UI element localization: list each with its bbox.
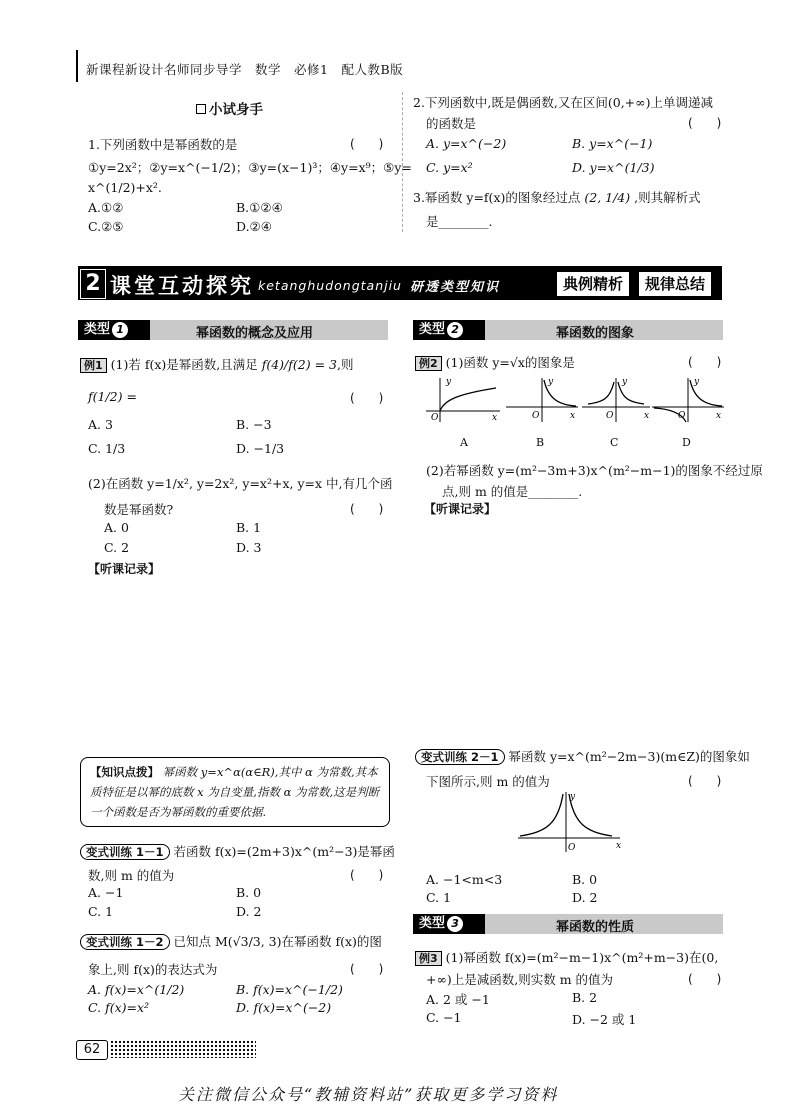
knowledge-tip-text: 【知识点拨】 幂函数 y=x^α(α∈R),其中 α 为常数,其本质特征是以幂的底数 x 为自变量,指数 α 为常数,这是判断一个函数是否为幂函数的重要依据. <box>90 765 380 819</box>
example2-q2-line1: (2)若幂函数 y=(m²−3m+3)x^(m²−m−1)的图象不经过原 <box>426 463 763 478</box>
example1-label: 例1 <box>80 358 107 373</box>
example2-paren: ( ) <box>688 355 722 369</box>
type2-title: 幂函数的图象 <box>556 326 635 341</box>
train21-paren: ( ) <box>688 774 722 788</box>
example3-option-c: C. −1 <box>426 1010 462 1025</box>
trial-q2-paren: ( ) <box>688 116 722 130</box>
graph-b-x-label: x <box>570 411 576 421</box>
example1-q2-line2: 数是幂函数? <box>104 502 174 517</box>
train12-option-d: D. f(x)=x^(−2) <box>236 1000 332 1015</box>
banner-tag-examples: 典例精析 <box>556 271 630 297</box>
type3-title: 幂函数的性质 <box>556 920 635 935</box>
trial-q2-stem2: 的函数是 <box>426 116 477 131</box>
train21-line2: 下图所示,则 m 的值为 <box>426 774 550 789</box>
train21-origin: O <box>568 843 576 853</box>
example1-paren1: ( ) <box>350 391 384 405</box>
trial-q2-option-c: C. y=x² <box>426 160 473 175</box>
page-number: 62 <box>76 1040 108 1060</box>
example1-q2-option-d: D. 3 <box>236 540 262 555</box>
train21-option-b: B. 0 <box>572 872 598 887</box>
train11-option-d: D. 2 <box>236 904 262 919</box>
trial-title: 小试身手 <box>196 98 263 118</box>
graph-d-origin: O <box>678 411 686 421</box>
type1-title: 幂函数的概念及应用 <box>196 326 314 341</box>
trial-q3-line2: 是________. <box>426 214 493 229</box>
train12-option-c: C. f(x)=x² <box>88 1000 150 1015</box>
train12-paren: ( ) <box>350 962 384 976</box>
trial-q1-paren: ( ) <box>350 137 384 151</box>
train12-option-b: B. f(x)=x^(−1/2) <box>236 982 343 997</box>
train21-y-label: y <box>570 792 576 802</box>
train11-line2: 数,则 m 的值为 <box>88 868 175 883</box>
banner-title: 课堂互动探究 <box>110 274 254 298</box>
type2-tag: 类型 2 <box>413 320 485 340</box>
graph-a-x-label: x <box>492 413 498 423</box>
trial-q2-option-d: D. y=x^(1/3) <box>572 160 655 175</box>
banner-pinyin: ketanghudongtanjiu <box>258 278 402 293</box>
trial-q2-option-a: A. y=x^(−2) <box>426 136 507 151</box>
graph-d-x-label: x <box>716 411 722 421</box>
type3-number: 3 <box>447 916 463 932</box>
example3-line2: +∞)上是减函数,则实数 m 的值为 <box>426 972 614 987</box>
example1-q1-option-a: A. 3 <box>88 417 113 432</box>
train12-line2: 象上,则 f(x)的表达式为 <box>88 962 218 977</box>
type2-listen-notes-label: 【听课记录】 <box>424 502 497 516</box>
square-icon <box>196 104 206 114</box>
trial-q1-option-a: A.①② <box>88 200 124 215</box>
example2-label: 例2 <box>415 356 442 371</box>
train12-line1: 变式训练 1－2 已知点 M(√3/3, 3)在幂函数 f(x)的图 <box>80 932 382 950</box>
example3-label: 例3 <box>415 951 442 966</box>
header-bracket <box>76 50 78 82</box>
trial-q1-stem: 1.下列函数中是幂函数的是 <box>88 137 238 152</box>
graph-d-caption: D <box>682 436 691 449</box>
running-header: 新课程新设计名师同步导学 数学 必修1 配人教B版 <box>86 62 404 77</box>
train21-option-c: C. 1 <box>426 890 452 905</box>
graph-b-y-label: y <box>548 377 554 387</box>
trial-q2-option-b: B. y=x^(−1) <box>572 136 653 151</box>
train21-graph <box>516 790 626 854</box>
type1-number: 1 <box>112 322 128 338</box>
example3-option-d: D. −2 或 1 <box>572 1012 637 1027</box>
banner-number: 2 <box>80 269 106 299</box>
graph-c-y-label: y <box>622 377 628 387</box>
train12-option-a: A. f(x)=x^(1/2) <box>88 982 185 997</box>
graph-d-y-label: y <box>694 377 700 387</box>
banner-subtitle: 研透类型知识 <box>410 280 501 295</box>
graph-c-x-label: x <box>644 411 650 421</box>
example1-q2-option-c: C. 2 <box>104 540 130 555</box>
example1-q2-option-b: B. 1 <box>236 520 262 535</box>
banner-tag-summary: 规律总结 <box>638 271 712 297</box>
trial-q1-line2: x^(1/2)+x². <box>88 180 162 195</box>
train11-option-b: B. 0 <box>236 885 262 900</box>
footer-dot-strip <box>110 1040 256 1058</box>
footer-promo-note: 关注微信公众号“教辅资料站”获取更多学习资料 <box>178 1085 559 1104</box>
graph-c-origin: O <box>606 411 614 421</box>
graph-a-origin: O <box>431 413 439 423</box>
example1-q2-line1: (2)在函数 y=1/x², y=2x², y=x²+x, y=x 中,有几个函 <box>88 476 393 491</box>
graph-a <box>426 377 500 423</box>
trial-q3-line1: 3.幂函数 y=f(x)的图象经过点 (2, 1/4) ,则其解析式 <box>413 190 701 205</box>
example2-line1: 例2 (1)函数 y=√x的图象是 <box>415 353 575 371</box>
train21-x-label: x <box>616 841 622 851</box>
graph-c-caption: C <box>610 436 619 449</box>
trial-q1-line1: ①y=2x²；②y=x^(−1/2)；③y=(x−1)³；④y=x⁹；⑤y= <box>88 160 412 175</box>
type2-number: 2 <box>447 322 463 338</box>
graph-a-y-label: y <box>446 377 452 387</box>
example1-f-half: f(1/2) = <box>88 389 137 404</box>
train11-line1: 变式训练 1－1 若函数 f(x)=(2m+3)x^(m²−3)是幂函 <box>80 842 395 860</box>
example3-line1: 例3 (1)幂函数 f(x)=(m²−m−1)x^(m²+m−3)在(0, <box>415 948 718 966</box>
train11-option-c: C. 1 <box>88 904 114 919</box>
train11-paren: ( ) <box>350 868 384 882</box>
graph-d <box>652 377 724 422</box>
example1-q1-option-c: C. 1/3 <box>88 441 126 456</box>
example3-option-b: B. 2 <box>572 990 598 1005</box>
type3-tag: 类型 3 <box>413 914 485 934</box>
trial-q2-stem: 2.下列函数中,既是偶函数,又在区间(0,+∞)上单调递减 <box>413 95 713 110</box>
graph-b <box>506 377 578 422</box>
type1-tag: 类型 1 <box>78 320 150 340</box>
example1-q1-option-d: D. −1/3 <box>236 441 285 456</box>
train12-label: 变式训练 1－2 <box>80 934 170 950</box>
graph-a-caption: A <box>460 436 468 449</box>
graph-b-origin: O <box>532 411 540 421</box>
train21-line1: 变式训练 2－1 幂函数 y=x^(m²−2m−3)(m∈Z)的图象如 <box>415 747 750 765</box>
example1-fraction: f(4)/f(2) = 3 <box>261 357 337 372</box>
graph-b-caption: B <box>536 436 545 449</box>
example1-q1-option-b: B. −3 <box>236 417 272 432</box>
trial-q3-point: (2, 1/4) <box>584 190 631 205</box>
example1-q2-option-a: A. 0 <box>104 520 129 535</box>
train21-option-a: A. −1<m<3 <box>426 872 503 887</box>
train11-option-a: A. −1 <box>88 885 124 900</box>
trial-q1-option-b: B.①②④ <box>236 200 283 215</box>
graph-c <box>582 377 650 422</box>
example1-line1: 例1 (1)若 f(x)是幂函数,且满足 f(4)/f(2) = 3,则 <box>80 355 353 373</box>
trial-q1-option-d: D.②④ <box>236 219 272 234</box>
example1-paren2: ( ) <box>350 502 384 516</box>
train21-label: 变式训练 2－1 <box>415 749 505 765</box>
train11-label: 变式训练 1－1 <box>80 844 170 860</box>
trial-q1-option-c: C.②⑤ <box>88 219 124 234</box>
example3-paren: ( ) <box>688 972 722 986</box>
example3-option-a: A. 2 或 −1 <box>426 992 490 1007</box>
example2-graphs <box>418 374 728 426</box>
knowledge-tip-label: 【知识点拨】 <box>90 765 159 779</box>
type1-listen-notes-label: 【听课记录】 <box>88 562 161 576</box>
example2-q2-line2: 点,则 m 的值是________. <box>442 484 583 499</box>
train21-option-d: D. 2 <box>572 890 598 905</box>
